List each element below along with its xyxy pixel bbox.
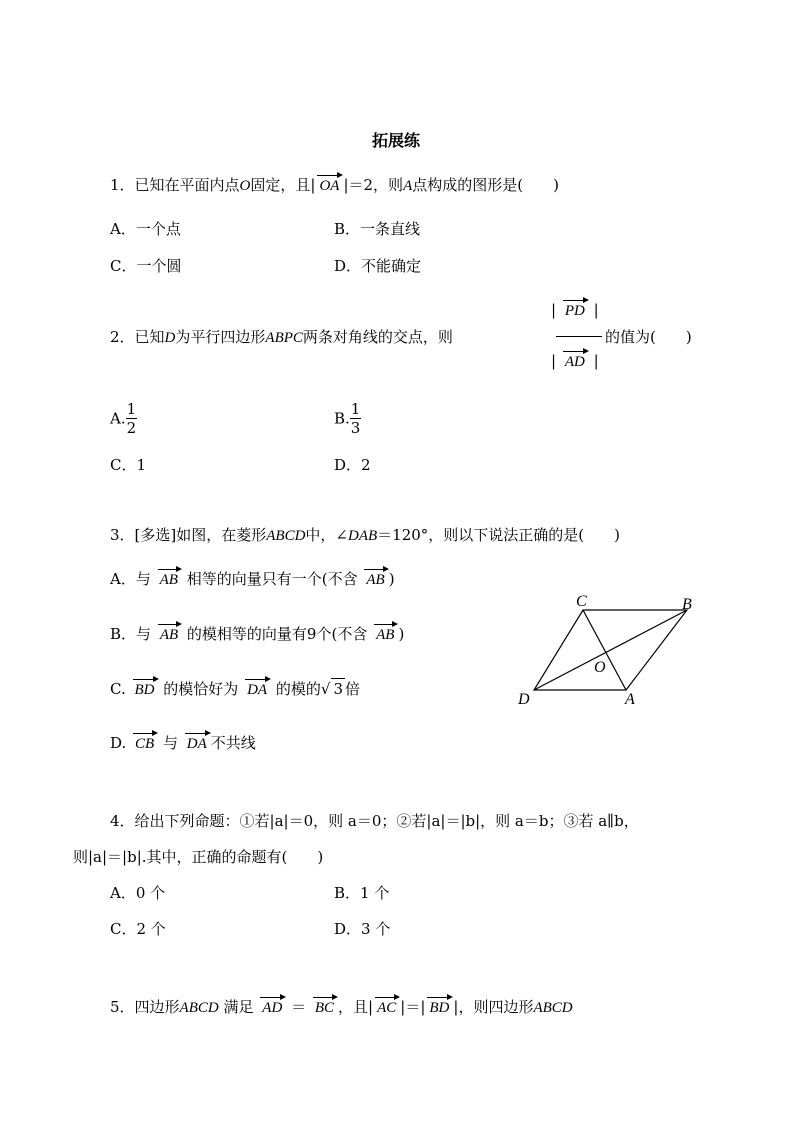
q3-option-c: C. BD 的模恰好为 DA 的模的√ 3 倍 <box>110 676 360 699</box>
vector-arrow-icon <box>427 994 453 1000</box>
q2-option-d: D．2 <box>334 456 371 474</box>
label-a: A <box>625 691 635 708</box>
q2-fraction-denominator: | AD | <box>551 348 599 371</box>
vector-arrow-icon <box>133 676 159 682</box>
q2-abpc: ABPC <box>265 330 303 346</box>
q4-option-d: D．3 个 <box>334 920 391 938</box>
question-4-line-2: 则|a|＝|b|.其中，正确的命题有( ) <box>73 848 324 866</box>
vector-arrow-icon <box>563 297 589 303</box>
q1-vector-oa: OA <box>315 172 343 194</box>
q4-option-a: A．0 个 <box>110 884 166 902</box>
q1-option-a: A．一个点 <box>110 220 181 238</box>
q1-text-post: |＝2，则 <box>343 176 404 194</box>
q2-text: 2．已知 <box>110 328 165 346</box>
label-b: B <box>682 596 692 613</box>
q1-option-b: B．一条直线 <box>334 220 421 238</box>
q2-text-post: 两条对角线的交点，则 <box>302 328 453 346</box>
q3-text-mid: 中，∠ <box>305 526 348 544</box>
vector-arrow-icon <box>260 994 286 1000</box>
vector-arrow-icon <box>158 621 182 627</box>
q2-option-c: C．1 <box>110 456 147 474</box>
vector-arrow-icon <box>374 621 398 627</box>
q3-abcd: ABCD <box>266 528 306 544</box>
q2-text-end: 的值为( ) <box>605 328 692 346</box>
q1-point-a: A <box>403 178 413 194</box>
vector-arrow-icon <box>185 730 211 736</box>
vector-arrow-icon <box>313 994 338 1000</box>
q3-option-d: D. CB 与 DA 不共线 <box>110 730 256 753</box>
q1-point-o: O <box>239 178 251 194</box>
q4-option-c: C．2 个 <box>110 920 166 938</box>
vector-arrow-icon <box>317 172 343 178</box>
q2-fraction-bar <box>556 336 602 337</box>
q3-option-b: B．与 AB 的模相等的向量有9个(不含 AB ) <box>110 621 404 644</box>
question-2 <box>110 327 453 348</box>
rhombus-figure <box>510 590 710 710</box>
q1-option-d: D．不能确定 <box>334 257 422 275</box>
q3-text-end: ＝120°，则以下说法正确的是( ) <box>377 526 621 544</box>
q4-option-b: B．1 个 <box>334 884 390 902</box>
label-d: D <box>518 691 530 708</box>
section-title: 拓展练 <box>372 131 421 150</box>
question-1 <box>110 172 559 196</box>
q2-option-a: A. $\frac{1}{2}$ <box>110 400 137 437</box>
vector-arrow-icon <box>375 994 400 1000</box>
q2-fraction-numerator: | PD | <box>551 297 599 320</box>
question-3 <box>110 525 620 546</box>
vector-arrow-icon <box>245 676 271 682</box>
diagonal-db <box>534 610 687 690</box>
q1-text-end: 点构成的图形是( ) <box>412 176 559 194</box>
q2-option-b: B. $\frac{1}{3}$ <box>334 400 361 437</box>
vector-arrow-icon <box>133 730 158 736</box>
vector-arrow-icon <box>563 348 589 354</box>
q3-option-a: A．与 AB 相等的向量只有一个(不含 AB ) <box>110 566 395 589</box>
q2-text-mid: 为平行四边形 <box>175 328 266 346</box>
vector-arrow-icon <box>364 566 388 572</box>
label-o: O <box>594 659 606 676</box>
diagonal-ca <box>583 610 626 690</box>
question-5: 5．四边形ABCD 满足 AD ＝ BC ，且| AC |＝| BD |，则四边形ABCD <box>110 994 573 1018</box>
q1-text: 1．已知在平面内点 <box>110 176 240 194</box>
q3-dab: DAB <box>348 528 378 544</box>
label-c: C <box>576 593 587 610</box>
question-4-line-1: 4．给出下列命题：①若|a|＝0，则 a＝0；②若|a|＝|b|，则 a＝b；③若 a∥b， <box>110 812 639 830</box>
q2-point-d: D <box>164 330 176 346</box>
vector-arrow-icon <box>158 566 182 572</box>
q1-option-c: C．一个圆 <box>110 257 182 275</box>
q1-text-mid: 固定，且| <box>250 176 316 194</box>
q3-text: 3．[多选]如图，在菱形 <box>110 526 267 544</box>
